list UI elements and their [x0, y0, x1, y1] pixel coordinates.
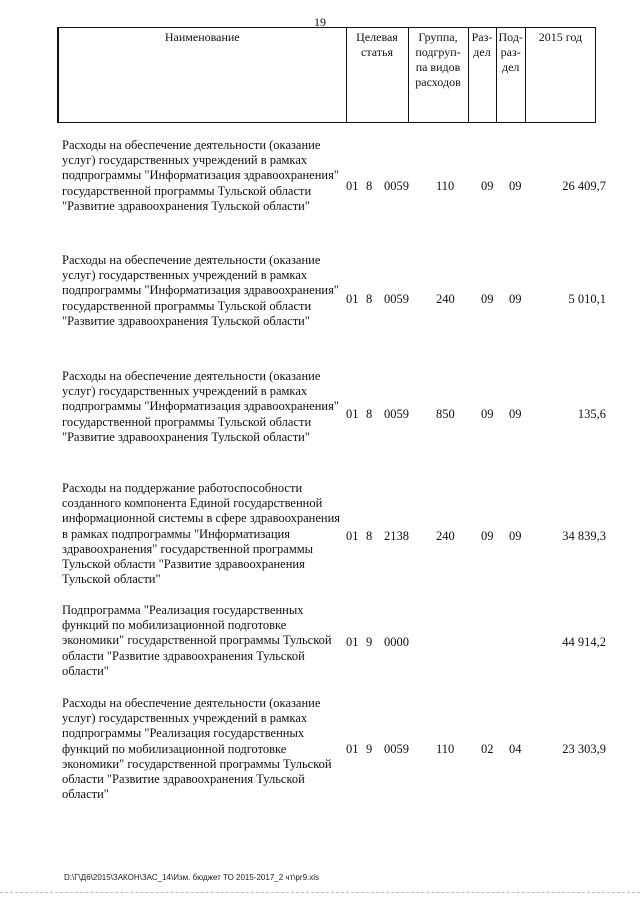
row-code-program: 01	[346, 179, 359, 193]
row-name: Расходы на поддержание работоспособности созданного компонента Единой государственной информационной системы в сфере здравоохранения в рамках подпрограммы "Информатизация здравоохранения" государственной программы Тульской области "Развитие здравоохранения Тульской области"	[62, 481, 341, 587]
row-code-subprogram: 8	[366, 529, 373, 543]
row-subsection: 09	[509, 529, 522, 543]
row-code-subprogram: 8	[366, 179, 373, 193]
row-amount: 5 010,1	[568, 292, 606, 306]
row-section: 02	[481, 742, 494, 756]
header-target-article: Целевая статья	[346, 28, 408, 123]
scan-edge-line	[0, 892, 640, 894]
row-expense-group: 850	[436, 407, 455, 421]
row-code-program: 01	[346, 635, 359, 649]
header-subsection: Под-раз-дел	[496, 28, 525, 123]
file-path-footer: D:\Г\Д6\2015\ЗАКОН\ЗАС_14\Изм. бюджет ТО 2015-2017_2 чт\pr9.xls	[64, 873, 320, 882]
page-number: 19	[314, 15, 326, 29]
row-code-subprogram: 9	[366, 635, 373, 649]
row-expense-group: 110	[436, 742, 455, 756]
row-amount: 135,6	[577, 407, 606, 421]
header-year: 2015 год	[525, 28, 595, 123]
row-code-subprogram: 8	[366, 292, 373, 306]
table-header	[57, 27, 596, 123]
row-code-direction: 0059	[384, 179, 409, 193]
row-subsection: 09	[509, 407, 522, 421]
row-code-direction: 0059	[384, 292, 409, 306]
row-code-direction: 0059	[384, 742, 409, 756]
row-name: Расходы на обеспечение деятельности (оказание услуг) государственных учреждений в рамках подпрограммы "Информатизация здравоохранения" государственной программы Тульской области "Развитие здравоохранения Тульской области"	[62, 138, 339, 213]
header-expense-group: Группа, подгруп-па видов расходов	[408, 28, 468, 123]
row-section: 09	[481, 179, 494, 193]
row-code-subprogram: 9	[366, 742, 373, 756]
row-amount: 23 303,9	[562, 742, 606, 756]
row-code-program: 01	[346, 292, 359, 306]
row-code-program: 01	[346, 407, 359, 421]
row-name: Расходы на обеспечение деятельности (оказание услуг) государственных учреждений в рамках подпрограммы "Реализация государственных функций по мобилизационной подготовке экономики" государственной программы Тульской области "Развитие здравоохранения Тульской области"	[62, 696, 332, 802]
row-name: Расходы на обеспечение деятельности (оказание услуг) государственных учреждений в рамках подпрограммы "Информатизация здравоохранения" государственной программы Тульской области "Развитие здравоохранения Тульской области"	[62, 369, 339, 444]
row-section: 09	[481, 407, 494, 421]
header-name: Наименование	[58, 28, 346, 123]
row-section: 09	[481, 292, 494, 306]
header-section: Раз-дел	[468, 28, 496, 123]
row-expense-group: 240	[436, 292, 455, 306]
row-code-program: 01	[346, 529, 359, 543]
row-name: Расходы на обеспечение деятельности (оказание услуг) государственных учреждений в рамках подпрограммы "Информатизация здравоохранения" государственной программы Тульской области "Развитие здравоохранения Тульской области"	[62, 253, 339, 328]
row-code-subprogram: 8	[366, 407, 373, 421]
row-amount: 34 839,3	[562, 529, 606, 543]
row-subsection: 09	[509, 292, 522, 306]
row-code-program: 01	[346, 742, 359, 756]
row-amount: 44 914,2	[562, 635, 606, 649]
row-code-direction: 0000	[384, 635, 409, 649]
row-name: Подпрограмма "Реализация государственных функций по мобилизационной подготовке экономики" государственной программы Тульской области "Развитие здравоохранения Тульской области"	[62, 603, 332, 678]
row-section: 09	[481, 529, 494, 543]
row-code-direction: 2138	[384, 529, 409, 543]
row-code-direction: 0059	[384, 407, 409, 421]
row-expense-group: 240	[436, 529, 455, 543]
row-amount: 26 409,7	[562, 179, 606, 193]
row-expense-group: 110	[436, 179, 455, 193]
row-subsection: 09	[509, 179, 522, 193]
row-subsection: 04	[509, 742, 522, 756]
